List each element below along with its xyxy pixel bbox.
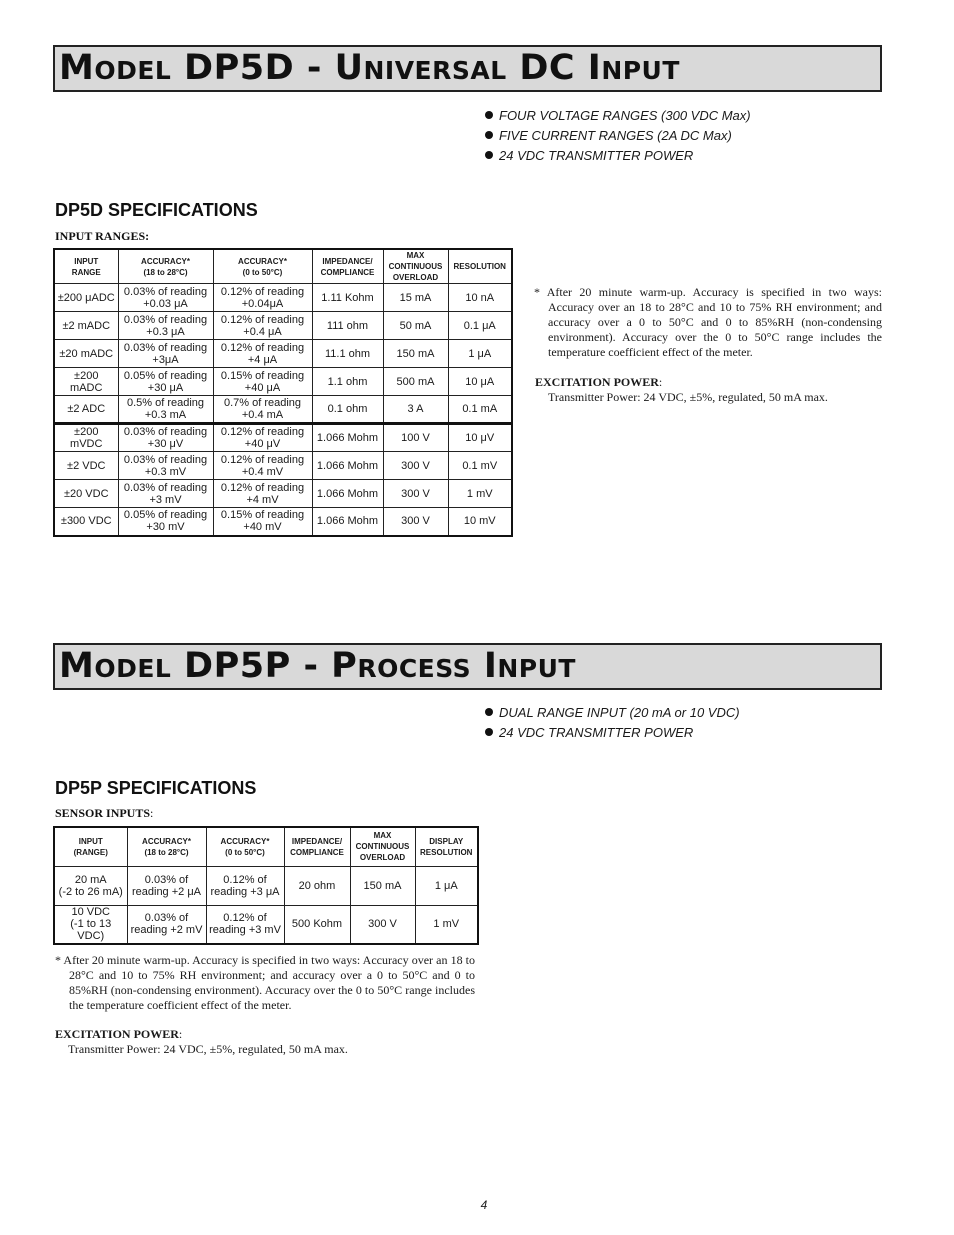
footnote-text: * After 20 minute warm-up. Accuracy is specified in two ways: Accuracy over an 18 to 28°C and 10 to 75% RH environment; and accuracy over a 0 to 50°C and 0 to 85%RH (non-condensing environment). Accuracy over the 0 to 50°C range includes the temperature coefficient effect of the meter. bbox=[55, 953, 475, 1012]
cell-accuracy-1: 0.03% of reading +0.3 μA bbox=[118, 312, 213, 340]
cell-overload: 300 V bbox=[383, 452, 448, 480]
cell-overload: 300 V bbox=[383, 508, 448, 536]
header-max-overload: MAX CONTINUOUS OVERLOAD bbox=[350, 827, 415, 866]
cell-accuracy-1: 0.03% of reading +30 μV bbox=[118, 424, 213, 452]
cell-resolution: 1 mV bbox=[448, 480, 512, 508]
dp5d-title bbox=[59, 48, 680, 88]
cell-resolution: 1 mV bbox=[415, 905, 478, 944]
table-row bbox=[54, 368, 512, 396]
cell-resolution: 1 μA bbox=[448, 340, 512, 368]
cell-impedance: 500 Kohm bbox=[284, 905, 350, 944]
cell-accuracy-1: 0.03% of reading +0.3 mV bbox=[118, 452, 213, 480]
cell-overload: 300 V bbox=[383, 480, 448, 508]
cell-overload: 300 V bbox=[350, 905, 415, 944]
cell-overload: 15 mA bbox=[383, 284, 448, 312]
table-row bbox=[54, 396, 512, 424]
sub-heading-text: SENSOR INPUTS bbox=[55, 806, 151, 820]
title-part: NPUT bbox=[601, 56, 680, 85]
cell-accuracy-2: 0.12% of reading +40 μV bbox=[213, 424, 312, 452]
cell-range: 20 mA (-2 to 26 mA) bbox=[54, 866, 127, 905]
cell-range: ±20 mADC bbox=[54, 340, 118, 368]
cell-range: 10 VDC (-1 to 13 VDC) bbox=[54, 905, 127, 944]
dp5p-feature-list bbox=[485, 703, 740, 743]
dp5d-title-bar bbox=[53, 45, 882, 92]
excitation-label: EXCITATION POWER bbox=[535, 375, 659, 389]
cell-range: ±300 VDC bbox=[54, 508, 118, 536]
cell-range: ±200 μADC bbox=[54, 284, 118, 312]
header-resolution: RESOLUTION bbox=[448, 249, 512, 284]
table-row bbox=[54, 508, 512, 536]
header-impedance: IMPEDANCE/ COMPLIANCE bbox=[312, 249, 383, 284]
title-part: NIVERSAL bbox=[363, 56, 507, 85]
title-part: M bbox=[59, 48, 95, 88]
bullet-icon bbox=[485, 708, 493, 716]
cell-accuracy-2: 0.15% of reading +40 mV bbox=[213, 508, 312, 536]
dp5d-spec-heading: DP5D SPECIFICATIONS bbox=[55, 200, 258, 220]
cell-impedance: 20 ohm bbox=[284, 866, 350, 905]
feature-text: 24 VDC TRANSMITTER POWER bbox=[499, 725, 694, 740]
cell-accuracy-1: 0.05% of reading +30 mV bbox=[118, 508, 213, 536]
title-part: DC bbox=[506, 48, 588, 88]
title-part: I bbox=[587, 48, 602, 88]
sub-heading-text: INPUT RANGES: bbox=[55, 229, 150, 243]
cell-accuracy-2: 0.12% of reading +0.4 mV bbox=[213, 452, 312, 480]
feature-text: DUAL RANGE INPUT (20 mA or 10 VDC) bbox=[499, 705, 740, 720]
feature-text: FIVE CURRENT RANGES (2A DC Max) bbox=[499, 128, 732, 143]
title-part: DP5D - bbox=[184, 48, 335, 88]
header-max-overload: MAX CONTINUOUS OVERLOAD bbox=[383, 249, 448, 284]
table-row bbox=[54, 284, 512, 312]
cell-resolution: 0.1 μA bbox=[448, 312, 512, 340]
cell-impedance: 1.066 Mohm bbox=[312, 480, 383, 508]
cell-accuracy-1: 0.03% of reading +3 mV bbox=[118, 480, 213, 508]
title-part: P bbox=[331, 646, 358, 686]
table-row bbox=[54, 480, 512, 508]
cell-overload: 150 mA bbox=[383, 340, 448, 368]
excitation-value: Transmitter Power: 24 VDC, ±5%, regulated, 50 mA max. bbox=[68, 1042, 348, 1056]
header-input-range: INPUT RANGE bbox=[54, 249, 118, 284]
cell-impedance: 1.066 Mohm bbox=[312, 424, 383, 452]
cell-accuracy-2: 0.12% of reading +0.4 μA bbox=[213, 312, 312, 340]
dp5p-title bbox=[59, 646, 576, 686]
cell-accuracy-1: 0.05% of reading +30 μA bbox=[118, 368, 213, 396]
dp5d-accuracy-footnote bbox=[534, 285, 882, 360]
table-row bbox=[54, 312, 512, 340]
title-part: I bbox=[483, 646, 498, 686]
cell-overload: 3 A bbox=[383, 396, 448, 424]
table-row bbox=[54, 866, 478, 905]
feature-text: 24 VDC TRANSMITTER POWER bbox=[499, 148, 694, 163]
feature-text: FOUR VOLTAGE RANGES (300 VDC Max) bbox=[499, 108, 751, 123]
dp5d-input-ranges-table bbox=[53, 248, 513, 537]
footnote-text: * After 20 minute warm-up. Accuracy is specified in two ways: Accuracy over an 18 to 28°C and 10 to 75% RH environment; and accuracy over a 0 to 50°C and 0 to 85%RH (non-condensing environment). Accuracy over the 0 to 50°C range includes the temperature coefficient effect of the meter. bbox=[534, 285, 882, 359]
title-part: ODEL bbox=[94, 654, 172, 683]
excitation-label: EXCITATION POWER bbox=[55, 1027, 179, 1041]
cell-impedance: 0.1 ohm bbox=[312, 396, 383, 424]
cell-impedance: 111 ohm bbox=[312, 312, 383, 340]
cell-accuracy-2: 0.12% of reading +3 μA bbox=[206, 866, 284, 905]
header-impedance: IMPEDANCE/ COMPLIANCE bbox=[284, 827, 350, 866]
header-accuracy-0-50: ACCURACY* (0 to 50°C) bbox=[206, 827, 284, 866]
cell-overload: 100 V bbox=[383, 424, 448, 452]
cell-accuracy-1: 0.03% of reading +2 μA bbox=[127, 866, 206, 905]
cell-range: ±200 mADC bbox=[54, 368, 118, 396]
dp5p-sensor-inputs-table bbox=[53, 826, 479, 945]
header-accuracy-18-28: ACCURACY* (18 to 28°C) bbox=[127, 827, 206, 866]
cell-range: ±2 mADC bbox=[54, 312, 118, 340]
dp5p-spec-heading: DP5P SPECIFICATIONS bbox=[55, 778, 257, 798]
cell-range: ±2 VDC bbox=[54, 452, 118, 480]
cell-resolution: 1 μA bbox=[415, 866, 478, 905]
cell-overload: 150 mA bbox=[350, 866, 415, 905]
title-part: M bbox=[59, 646, 95, 686]
dp5d-feature-list bbox=[485, 106, 751, 166]
cell-impedance: 1.11 Kohm bbox=[312, 284, 383, 312]
table-header-row bbox=[54, 249, 512, 284]
cell-overload: 500 mA bbox=[383, 368, 448, 396]
cell-accuracy-1: 0.03% of reading +3μA bbox=[118, 340, 213, 368]
cell-range: ±2 ADC bbox=[54, 396, 118, 424]
bullet-icon bbox=[485, 151, 493, 159]
cell-accuracy-2: 0.12% of reading +0.04μA bbox=[213, 284, 312, 312]
title-part: U bbox=[334, 48, 364, 88]
cell-overload: 50 mA bbox=[383, 312, 448, 340]
cell-resolution: 10 μA bbox=[448, 368, 512, 396]
page-number: 4 bbox=[480, 1198, 488, 1212]
dp5d-input-ranges-label bbox=[55, 229, 149, 244]
table-row bbox=[54, 452, 512, 480]
cell-accuracy-1: 0.03% of reading +2 mV bbox=[127, 905, 206, 944]
cell-accuracy-2: 0.12% of reading +3 mV bbox=[206, 905, 284, 944]
cell-accuracy-1: 0.5% of reading +0.3 mA bbox=[118, 396, 213, 424]
header-display-resolution: DISPLAY RESOLUTION bbox=[415, 827, 478, 866]
cell-impedance: 1.066 Mohm bbox=[312, 452, 383, 480]
table-row bbox=[54, 905, 478, 944]
excitation-value: Transmitter Power: 24 VDC, ±5%, regulated, 50 mA max. bbox=[548, 390, 828, 404]
cell-accuracy-2: 0.15% of reading +40 μA bbox=[213, 368, 312, 396]
cell-impedance: 1.066 Mohm bbox=[312, 508, 383, 536]
dp5p-title-bar bbox=[53, 643, 882, 690]
title-part: ROCESS bbox=[357, 654, 472, 683]
cell-accuracy-2: 0.12% of reading +4 μA bbox=[213, 340, 312, 368]
feature-item bbox=[485, 146, 751, 166]
dp5p-sensor-inputs-label: SENSOR INPUTS: bbox=[55, 806, 154, 820]
table-row bbox=[54, 424, 512, 452]
cell-impedance: 11.1 ohm bbox=[312, 340, 383, 368]
header-accuracy-18-28: ACCURACY* (18 to 28°C) bbox=[118, 249, 213, 284]
table-row bbox=[54, 340, 512, 368]
feature-item bbox=[485, 703, 740, 723]
cell-range: ±20 VDC bbox=[54, 480, 118, 508]
feature-item bbox=[485, 723, 740, 743]
feature-item bbox=[485, 126, 751, 146]
title-part: ODEL bbox=[94, 56, 172, 85]
cell-range: ±200 mVDC bbox=[54, 424, 118, 452]
header-accuracy-0-50: ACCURACY* (0 to 50°C) bbox=[213, 249, 312, 284]
cell-resolution: 10 nA bbox=[448, 284, 512, 312]
cell-accuracy-2: 0.12% of reading +4 mV bbox=[213, 480, 312, 508]
cell-resolution: 0.1 mA bbox=[448, 396, 512, 424]
cell-resolution: 0.1 mV bbox=[448, 452, 512, 480]
cell-accuracy-1: 0.03% of reading +0.03 μA bbox=[118, 284, 213, 312]
header-input-range: INPUT (RANGE) bbox=[54, 827, 127, 866]
feature-item bbox=[485, 106, 751, 126]
bullet-icon bbox=[485, 728, 493, 736]
cell-accuracy-2: 0.7% of reading +0.4 mA bbox=[213, 396, 312, 424]
title-part: NPUT bbox=[497, 654, 576, 683]
bullet-icon bbox=[485, 131, 493, 139]
cell-resolution: 10 μV bbox=[448, 424, 512, 452]
table-header-row bbox=[54, 827, 478, 866]
dp5d-excitation-power: EXCITATION POWER: Transmitter Power: 24 VDC, ±5%, regulated, 50 mA max. bbox=[535, 375, 883, 405]
cell-resolution: 10 mV bbox=[448, 508, 512, 536]
cell-impedance: 1.1 ohm bbox=[312, 368, 383, 396]
dp5p-excitation-power: EXCITATION POWER: Transmitter Power: 24 VDC, ±5%, regulated, 50 mA max. bbox=[55, 1027, 475, 1057]
title-part: DP5P - bbox=[184, 646, 332, 686]
dp5p-accuracy-footnote bbox=[55, 953, 475, 1013]
bullet-icon bbox=[485, 111, 493, 119]
